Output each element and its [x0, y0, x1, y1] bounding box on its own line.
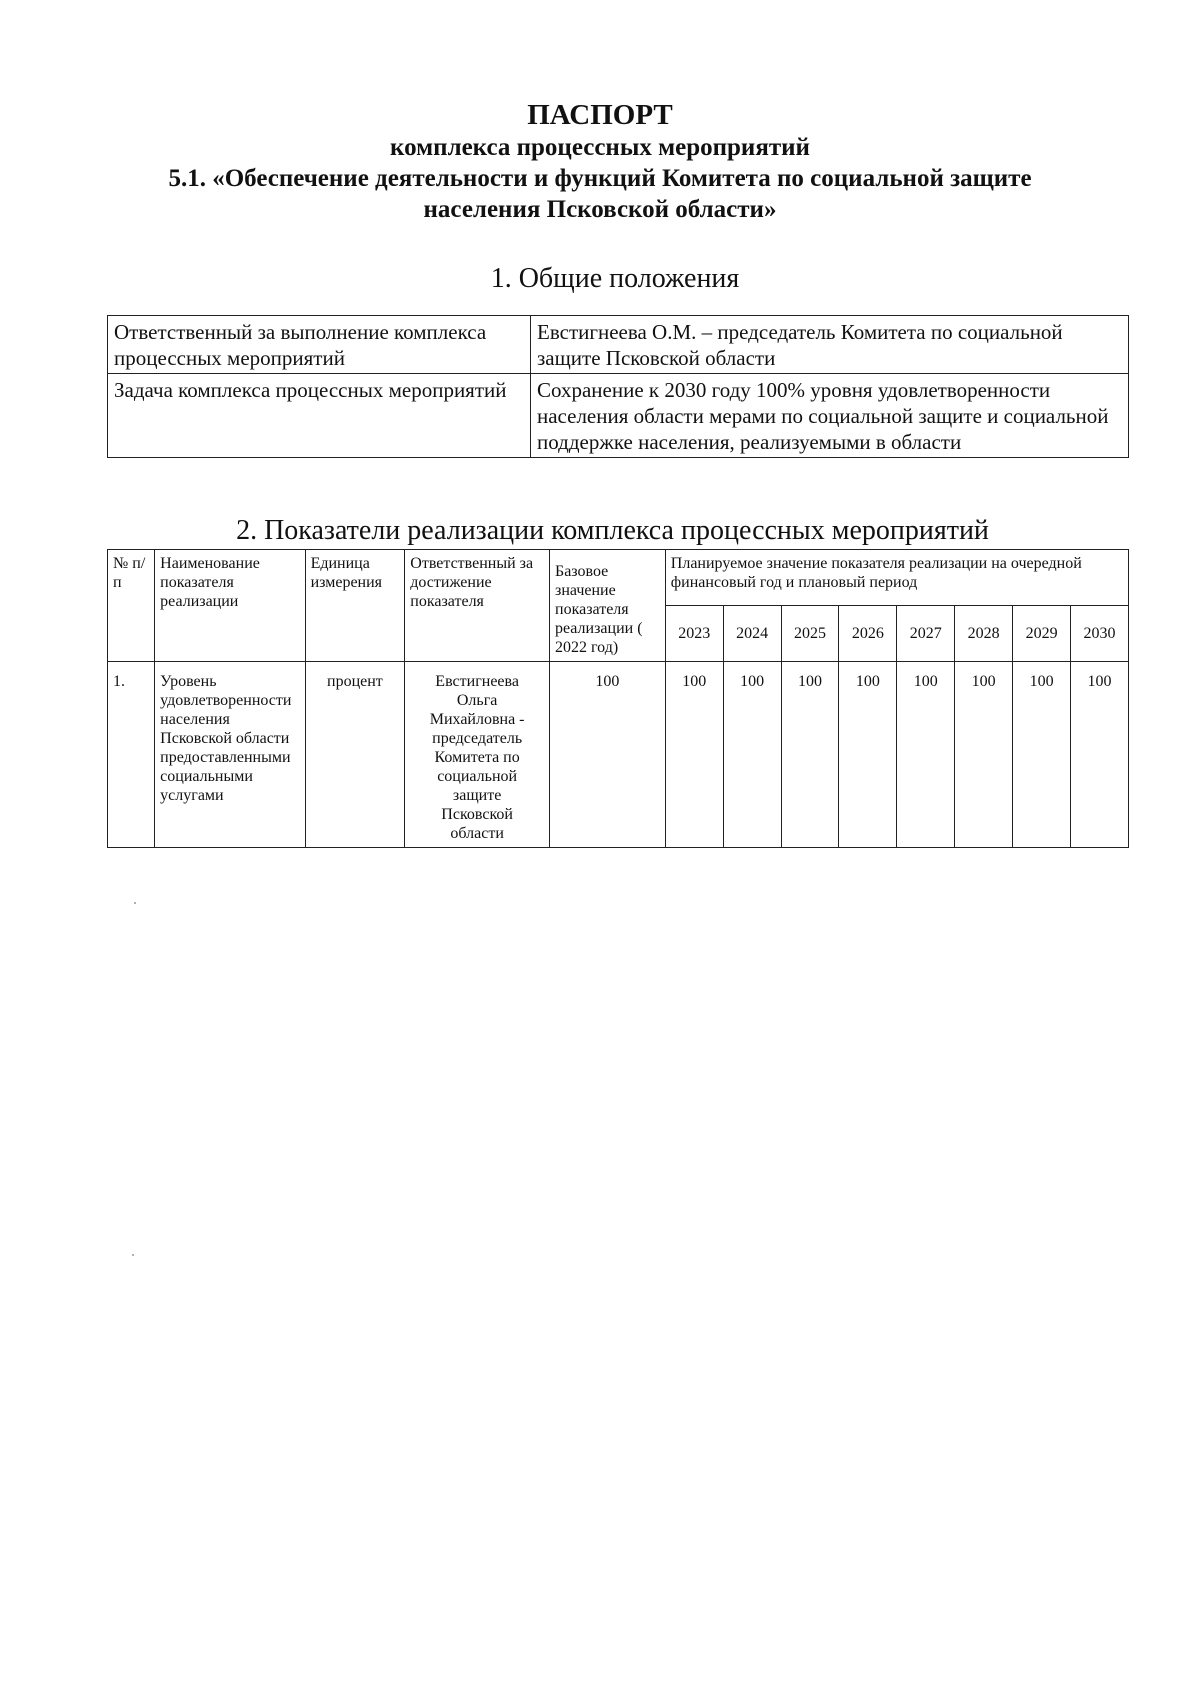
row-value-cell: 100	[1071, 662, 1129, 848]
col-header-year: 2030	[1071, 606, 1129, 662]
row-base-cell: 100	[550, 662, 666, 848]
col-header-year: 2025	[781, 606, 839, 662]
col-header-base: Базовое значение показателя реализации ( 2022 год)	[550, 550, 666, 662]
title-block	[100, 98, 1100, 225]
row-value-cell: 100	[781, 662, 839, 848]
section-2-heading: 2. Показатели реализации комплекса процессных мероприятий	[236, 515, 989, 546]
section-1-heading: 1. Общие положения	[490, 263, 740, 294]
scan-speck	[134, 902, 136, 904]
row-value-cell: 100	[839, 662, 897, 848]
responsible-value-cell: Евстигнеева О.М. – председатель Комитета по социальной защите Псковской области	[531, 316, 1129, 374]
col-header-name: Наименование показателя реализации	[155, 550, 305, 662]
table-row	[108, 662, 1129, 848]
col-header-year: 2026	[839, 606, 897, 662]
row-name-cell: Уровень удовлетворенности населения Псковской области предоставленными социальными услугами	[155, 662, 305, 848]
col-header-year: 2029	[1013, 606, 1071, 662]
col-header-year: 2028	[955, 606, 1013, 662]
task-value-cell: Сохранение к 2030 году 100% уровня удовлетворенности населения области мерами по социальной защите и социальной поддержке населения, реализуемыми в области	[531, 374, 1129, 458]
row-value-cell: 100	[723, 662, 781, 848]
col-header-num: № п/п	[108, 550, 155, 662]
task-label-cell: Задача комплекса процессных мероприятий	[108, 374, 531, 458]
col-header-year: 2023	[665, 606, 723, 662]
col-header-year: 2024	[723, 606, 781, 662]
document-title: ПАСПОРТ	[527, 99, 673, 131]
col-header-unit: Единица измерения	[305, 550, 405, 662]
row-value-cell: 100	[665, 662, 723, 848]
row-num-cell: 1.	[108, 662, 155, 848]
indicators-table	[107, 549, 1129, 848]
row-responsible-cell: Евстигнеева Ольга Михайловна - председатель Комитета по социальной защите Псковской области	[405, 662, 550, 848]
scan-speck	[132, 1254, 134, 1256]
document-subtitle-line-1: комплекса процессных мероприятий	[390, 134, 810, 161]
row-value-cell: 100	[1013, 662, 1071, 848]
row-value-cell: 100	[955, 662, 1013, 848]
responsible-label-cell: Ответственный за выполнение комплекса процессных мероприятий	[108, 316, 531, 374]
col-header-responsible: Ответственный за достижение показателя	[405, 550, 550, 662]
row-unit-cell: процент	[305, 662, 405, 848]
document-subtitle-line-3: населения Псковской области»	[423, 196, 777, 223]
general-provisions-table	[107, 315, 1129, 458]
row-value-cell: 100	[897, 662, 955, 848]
table-row	[108, 374, 1129, 458]
table-header-row	[108, 550, 1129, 606]
document-subtitle-line-2: 5.1. «Обеспечение деятельности и функций Комитета по социальной защите	[168, 165, 1032, 192]
col-header-planned: Планируемое значение показателя реализации на очередной финансовый год и плановый период	[665, 550, 1128, 606]
table-row	[108, 316, 1129, 374]
col-header-year: 2027	[897, 606, 955, 662]
